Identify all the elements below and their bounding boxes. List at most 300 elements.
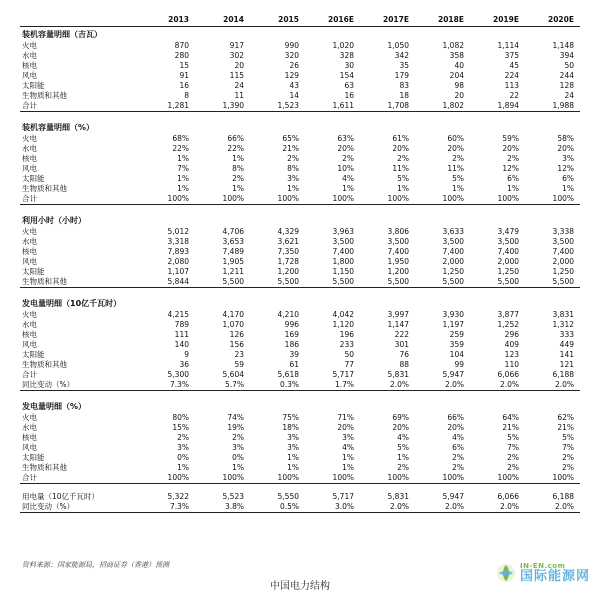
- table-cell: 35: [399, 61, 409, 70]
- row-label: 风电: [22, 443, 37, 452]
- watermark-brand: 国际能源网: [519, 569, 590, 584]
- table-cell: 110: [504, 360, 519, 369]
- spacer-row: [20, 484, 580, 493]
- table-cell: 1%: [452, 184, 464, 193]
- row-label: 核电: [22, 154, 37, 163]
- table-row: [20, 184, 580, 194]
- row-label: 合计: [20, 194, 140, 205]
- table-cell: 1%: [232, 463, 244, 472]
- row-label: 合计: [20, 101, 140, 112]
- column-header: 2013: [140, 14, 195, 27]
- table-cell: 100%: [415, 194, 470, 205]
- table-cell: 186: [284, 340, 299, 349]
- table-cell: 7%: [507, 443, 519, 452]
- table-cell: 996: [284, 320, 299, 329]
- watermark-domain: IN-EN.com: [519, 562, 566, 570]
- table-cell: 3,479: [497, 227, 519, 236]
- table-cell: 11%: [447, 164, 464, 173]
- table-cell: 7,400: [332, 247, 354, 256]
- table-cell: 394: [559, 51, 574, 60]
- table-cell: 4%: [452, 433, 464, 442]
- table-cell: 16: [179, 81, 189, 90]
- table-cell: 5,717: [332, 370, 354, 379]
- table-cell: 3%: [232, 443, 244, 452]
- table-row: [20, 81, 580, 91]
- table-cell: 2%: [452, 154, 464, 163]
- table-row: [20, 247, 580, 257]
- table-cell: 8%: [232, 164, 244, 173]
- table-cell: 100%: [525, 473, 580, 484]
- row-label: 火电: [22, 227, 37, 236]
- source-note: 资料来源：国家能源局，招商证券（香港）预测: [22, 561, 169, 569]
- table-cell: 301: [394, 340, 409, 349]
- table-cell: 3,997: [387, 310, 409, 319]
- table-cell: 2.0%: [415, 502, 470, 513]
- table-cell: 7,400: [387, 247, 409, 256]
- table-cell: 18: [399, 91, 409, 100]
- table-cell: 1,150: [332, 267, 354, 276]
- spacer-cell: [20, 484, 580, 493]
- spacer-cell: [20, 205, 580, 214]
- table-cell: 39: [289, 350, 299, 359]
- table-cell: 3,963: [332, 227, 354, 236]
- table-row: [20, 453, 580, 463]
- table-cell: 66%: [227, 134, 244, 143]
- table-cell: 154: [339, 71, 354, 80]
- table-cell: 1%: [177, 184, 189, 193]
- table-cell: 75%: [282, 413, 299, 422]
- table-cell: 1%: [397, 453, 409, 462]
- table-cell: 16: [344, 91, 354, 100]
- table-cell: 3,338: [552, 227, 574, 236]
- table-cell: 1%: [507, 184, 519, 193]
- table-cell: 20%: [392, 423, 409, 432]
- table-cell: 98: [454, 81, 464, 90]
- table-cell: 30: [344, 61, 354, 70]
- table-cell: 20%: [502, 144, 519, 153]
- table-cell: 3,500: [552, 237, 574, 246]
- table-cell: 15%: [172, 423, 189, 432]
- table-cell: 100%: [525, 194, 580, 205]
- table-cell: 12%: [502, 164, 519, 173]
- table-row: [20, 164, 580, 174]
- table-cell: 3,930: [442, 310, 464, 319]
- table-row: [20, 340, 580, 350]
- table-cell: 62%: [557, 413, 574, 422]
- table-cell: 5,500: [415, 277, 470, 288]
- row-label: 火电: [22, 41, 37, 50]
- table-cell: 1,281: [140, 101, 195, 112]
- spacer-row: [20, 112, 580, 121]
- table-row: [20, 423, 580, 433]
- table-cell: 2.0%: [470, 380, 525, 391]
- table-row: [20, 502, 580, 513]
- row-label: 水电: [22, 320, 37, 329]
- table-cell: 4%: [342, 443, 354, 452]
- table-cell: 342: [394, 51, 409, 60]
- row-label: 合计: [22, 370, 37, 379]
- row-label: 太阳能: [22, 267, 45, 276]
- table-cell: 100%: [305, 194, 360, 205]
- table-cell: 22%: [227, 144, 244, 153]
- table-cell: 100%: [305, 473, 360, 484]
- table-cell: 7.3%: [140, 380, 195, 391]
- table-cell: 1,250: [442, 267, 464, 276]
- table-cell: 123: [504, 350, 519, 359]
- table-cell: 196: [339, 330, 354, 339]
- table-cell: 36: [179, 360, 189, 369]
- table-cell: 1%: [562, 184, 574, 193]
- table-cell: 1,252: [497, 320, 519, 329]
- spacer-cell: [20, 288, 580, 297]
- table-cell: 100%: [470, 194, 525, 205]
- table-cell: 19%: [227, 423, 244, 432]
- table-cell: 1,800: [332, 257, 354, 266]
- table-cell: 1%: [177, 154, 189, 163]
- table-row: [20, 320, 580, 330]
- table-cell: 22: [509, 91, 519, 100]
- table-cell: 26: [289, 61, 299, 70]
- table-cell: 280: [174, 51, 189, 60]
- table-row: [20, 134, 580, 144]
- table-cell: 789: [174, 320, 189, 329]
- row-label: 生物质和其他: [22, 184, 67, 193]
- table-cell: 169: [284, 330, 299, 339]
- table-cell: 5%: [562, 433, 574, 442]
- table-cell: 2.0%: [470, 502, 525, 513]
- section-title-row: [20, 27, 580, 42]
- table-cell: 3,500: [387, 237, 409, 246]
- column-header: 2018E: [415, 14, 470, 27]
- spacer-cell: [20, 112, 580, 121]
- table-cell: 15: [179, 61, 189, 70]
- table-cell: 2%: [562, 453, 574, 462]
- table-cell: 43: [289, 81, 299, 90]
- table-cell: 358: [449, 51, 464, 60]
- table-cell: 1,728: [277, 257, 299, 266]
- table-cell: 6%: [562, 174, 574, 183]
- column-header: 2017E: [360, 14, 415, 27]
- table-cell: 20: [234, 61, 244, 70]
- table-row: [20, 91, 580, 101]
- table-cell: 23: [234, 350, 244, 359]
- row-label: 合计: [20, 473, 140, 484]
- section-title: 装机容量明细（%）: [22, 123, 95, 132]
- table-cell: 1%: [177, 174, 189, 183]
- table-cell: 1%: [232, 154, 244, 163]
- spacer-cell: [20, 391, 580, 400]
- section-title: 发电量明细（10亿千瓦时）: [22, 299, 122, 308]
- row-label: 核电: [22, 433, 37, 442]
- table-cell: 58%: [557, 134, 574, 143]
- table-cell: 1,708: [360, 101, 415, 112]
- table-cell: 5,322: [167, 492, 189, 501]
- row-label: 水电: [22, 423, 37, 432]
- table-cell: 2.0%: [360, 502, 415, 513]
- table-cell: 5,831: [387, 370, 409, 379]
- table-cell: 5,844: [140, 277, 195, 288]
- table-cell: 1,197: [442, 320, 464, 329]
- table-cell: 2%: [507, 453, 519, 462]
- table-cell: 224: [504, 71, 519, 80]
- table-cell: 5,500: [305, 277, 360, 288]
- table-cell: 14: [289, 91, 299, 100]
- table-cell: 5,012: [167, 227, 189, 236]
- table-cell: 222: [394, 330, 409, 339]
- table-cell: 5,500: [195, 277, 250, 288]
- table-cell: 1%: [342, 453, 354, 462]
- table-cell: 100%: [360, 473, 415, 484]
- table-cell: 1%: [342, 184, 354, 193]
- table-cell: 3,831: [552, 310, 574, 319]
- table-cell: 2%: [507, 463, 519, 472]
- table-cell: 1,082: [442, 41, 464, 50]
- table-cell: 1,390: [195, 101, 250, 112]
- table-row: [20, 370, 580, 380]
- table-cell: 1,020: [332, 41, 354, 50]
- table-row: [20, 71, 580, 81]
- table-cell: 2%: [287, 154, 299, 163]
- table-cell: 296: [504, 330, 519, 339]
- table-cell: 1,988: [525, 101, 580, 112]
- table-cell: 91: [179, 71, 189, 80]
- table-cell: 0.3%: [250, 380, 305, 391]
- table-row: [20, 310, 580, 320]
- table-row: [20, 257, 580, 267]
- table-cell: 1,107: [167, 267, 189, 276]
- table-cell: 40: [454, 61, 464, 70]
- table-cell: 80%: [172, 413, 189, 422]
- column-header: 2014: [195, 14, 250, 27]
- column-header: 2019E: [470, 14, 525, 27]
- row-label: 生物质和其他: [22, 360, 67, 369]
- table-cell: 2%: [562, 463, 574, 472]
- table-cell: 4,706: [222, 227, 244, 236]
- column-header: 2020E: [525, 14, 580, 27]
- table-cell: 870: [174, 41, 189, 50]
- table-cell: 7,400: [552, 247, 574, 256]
- table-cell: 20%: [337, 423, 354, 432]
- table-cell: 3,877: [497, 310, 519, 319]
- table-cell: 1,211: [222, 267, 244, 276]
- table-cell: 20%: [447, 144, 464, 153]
- table-cell: 0%: [232, 453, 244, 462]
- table-cell: 10%: [337, 164, 354, 173]
- table-cell: 65%: [282, 134, 299, 143]
- table-cell: 126: [229, 330, 244, 339]
- table-cell: 5%: [397, 174, 409, 183]
- table-cell: 2,000: [497, 257, 519, 266]
- table-row: [20, 174, 580, 184]
- column-header: [20, 14, 140, 27]
- table-cell: 5.7%: [195, 380, 250, 391]
- table-cell: 1,050: [387, 41, 409, 50]
- table-cell: 1,120: [332, 320, 354, 329]
- table-row: [20, 237, 580, 247]
- table-row: [20, 380, 580, 391]
- row-label: 太阳能: [22, 453, 45, 462]
- table-cell: 83: [399, 81, 409, 90]
- table-cell: 20%: [337, 144, 354, 153]
- table-cell: 2%: [177, 433, 189, 442]
- table-cell: 115: [229, 71, 244, 80]
- table-cell: 8%: [287, 164, 299, 173]
- table-cell: 3,500: [497, 237, 519, 246]
- table-cell: 5%: [452, 174, 464, 183]
- table-cell: 6%: [452, 443, 464, 452]
- table-cell: 2,000: [552, 257, 574, 266]
- table-cell: 1%: [287, 463, 299, 472]
- row-label: 太阳能: [22, 81, 45, 90]
- table-cell: 113: [504, 81, 519, 90]
- table-cell: 1,312: [552, 320, 574, 329]
- table-cell: 2%: [232, 174, 244, 183]
- table-row: [20, 463, 580, 473]
- table-cell: 5%: [507, 433, 519, 442]
- table-cell: 111: [174, 330, 189, 339]
- table-row: [20, 413, 580, 423]
- table-cell: 1%: [287, 453, 299, 462]
- table-cell: 99: [454, 360, 464, 369]
- row-label: 核电: [22, 330, 37, 339]
- watermark-logo-icon: [496, 563, 516, 583]
- table-cell: 2%: [232, 433, 244, 442]
- table-cell: 302: [229, 51, 244, 60]
- table-cell: 2%: [452, 453, 464, 462]
- table-cell: 1.7%: [305, 380, 360, 391]
- figure-caption: 中国电力结构: [270, 581, 330, 592]
- table-cell: 1,523: [250, 101, 305, 112]
- table-cell: 21%: [557, 423, 574, 432]
- table-cell: 128: [559, 81, 574, 90]
- table-cell: 22%: [172, 144, 189, 153]
- row-label: 生物质和其他: [20, 277, 140, 288]
- row-label: 生物质和其他: [22, 91, 67, 100]
- table-row: [20, 277, 580, 288]
- table-cell: 5,947: [442, 492, 464, 501]
- table-cell: 7,893: [167, 247, 189, 256]
- table-cell: 1,070: [222, 320, 244, 329]
- table-cell: 1%: [287, 184, 299, 193]
- table-cell: 20%: [557, 144, 574, 153]
- table-cell: 20%: [447, 423, 464, 432]
- column-header-row: [20, 14, 580, 27]
- table-cell: 5,500: [525, 277, 580, 288]
- table-row: [20, 492, 580, 502]
- spacer-row: [20, 288, 580, 297]
- table-cell: 7.3%: [140, 502, 195, 513]
- spacer-row: [20, 391, 580, 400]
- table-cell: 59%: [502, 134, 519, 143]
- table-cell: 12%: [557, 164, 574, 173]
- table-cell: 4,210: [277, 310, 299, 319]
- table-cell: 449: [559, 340, 574, 349]
- table-row: [20, 350, 580, 360]
- row-label: 火电: [22, 413, 37, 422]
- table-cell: 375: [504, 51, 519, 60]
- table-cell: 2,080: [167, 257, 189, 266]
- table-cell: 1,802: [415, 101, 470, 112]
- table-cell: 60%: [447, 134, 464, 143]
- table-cell: 5,500: [470, 277, 525, 288]
- table-row: [20, 433, 580, 443]
- row-label: 风电: [22, 257, 37, 266]
- table-cell: 3.8%: [195, 502, 250, 513]
- table-cell: 259: [449, 330, 464, 339]
- table-row: [20, 194, 580, 205]
- table-cell: 1%: [342, 463, 354, 472]
- table-cell: 8: [184, 91, 189, 100]
- table-cell: 100%: [250, 473, 305, 484]
- table-cell: 18%: [282, 423, 299, 432]
- table-cell: 3%: [287, 174, 299, 183]
- row-label: 生物质和其他: [22, 463, 67, 472]
- table-cell: 179: [394, 71, 409, 80]
- table-row: [20, 360, 580, 370]
- table-cell: 917: [229, 41, 244, 50]
- section-title: 利用小时（小时）: [22, 216, 86, 225]
- table-cell: 3%: [287, 443, 299, 452]
- table-row: [20, 473, 580, 484]
- table-cell: 409: [504, 340, 519, 349]
- table-cell: 64%: [502, 413, 519, 422]
- table-cell: 1,950: [387, 257, 409, 266]
- table-cell: 63%: [337, 134, 354, 143]
- table-cell: 204: [449, 71, 464, 80]
- table-cell: 1,905: [222, 257, 244, 266]
- table-cell: 59: [234, 360, 244, 369]
- table-row: [20, 41, 580, 51]
- table-cell: 3,500: [442, 237, 464, 246]
- table-cell: 7%: [177, 164, 189, 173]
- row-label: 风电: [22, 340, 37, 349]
- table-cell: 320: [284, 51, 299, 60]
- section-title: 装机容量明细（吉瓦）: [22, 30, 102, 39]
- spacer-row: [20, 205, 580, 214]
- row-label: 核电: [22, 247, 37, 256]
- table-cell: 61%: [392, 134, 409, 143]
- table-cell: 5,604: [222, 370, 244, 379]
- table-cell: 1,148: [552, 41, 574, 50]
- table-cell: 1%: [177, 463, 189, 472]
- table-cell: 3,653: [222, 237, 244, 246]
- table-cell: 11%: [392, 164, 409, 173]
- row-label: 火电: [22, 134, 37, 143]
- table-row: [20, 61, 580, 71]
- table-cell: 100%: [140, 194, 195, 205]
- table-cell: 2.0%: [360, 380, 415, 391]
- table-cell: 100%: [250, 194, 305, 205]
- table-cell: 140: [174, 340, 189, 349]
- table-cell: 1,894: [470, 101, 525, 112]
- table-cell: 233: [339, 340, 354, 349]
- table-cell: 156: [229, 340, 244, 349]
- row-label: 风电: [22, 164, 37, 173]
- table-cell: 6,188: [552, 370, 574, 379]
- table-cell: 63: [344, 81, 354, 90]
- table-cell: 88: [399, 360, 409, 369]
- table-row: [20, 267, 580, 277]
- table-row: [20, 227, 580, 237]
- table-cell: 61: [289, 360, 299, 369]
- table-cell: 100%: [140, 473, 195, 484]
- table-cell: 104: [449, 350, 464, 359]
- table-cell: 2,000: [442, 257, 464, 266]
- row-label: 核电: [22, 61, 37, 70]
- row-label: 太阳能: [22, 174, 45, 183]
- section-title-row: [20, 399, 580, 413]
- table-cell: 9: [184, 350, 189, 359]
